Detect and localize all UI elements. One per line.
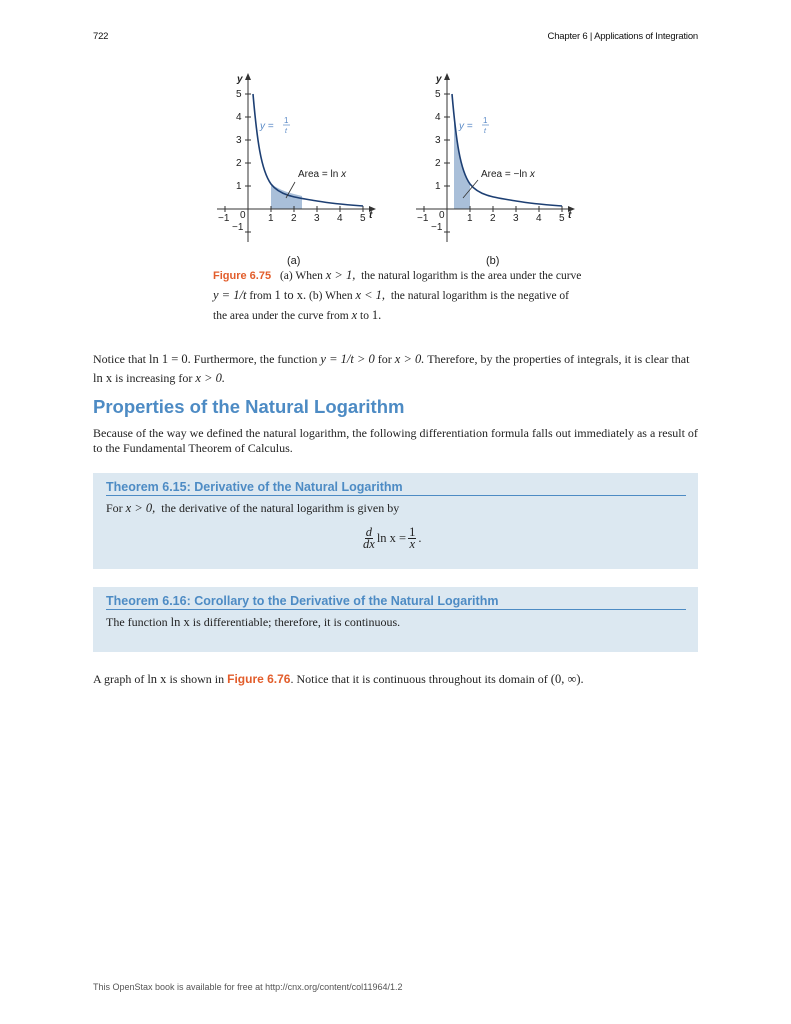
svg-text:1: 1: [467, 213, 473, 224]
theorem-box-6-15: [93, 473, 698, 569]
svg-text:1: 1: [435, 181, 441, 192]
svg-text:4: 4: [435, 112, 441, 123]
paragraph-because: Because of the way we defined the natural logarithm, the following differentiation formula falls out immediately as a result of to the Fundamental Theorem of Calculus.: [93, 426, 698, 455]
text: is shown in: [169, 672, 225, 686]
paragraph-notice: [93, 350, 699, 388]
text: for: [377, 352, 392, 366]
caption-math: 1.: [371, 308, 382, 322]
panel-a-label: (a): [287, 255, 301, 267]
page-number: 722: [93, 31, 109, 42]
svg-text:4: 4: [536, 213, 542, 224]
math: (0, ∞).: [550, 672, 584, 686]
svg-text:y: y: [436, 74, 442, 85]
svg-text:Area = −ln x: Area = −ln x: [481, 169, 535, 180]
derivative-formula: [361, 527, 421, 550]
footer-note: This OpenStax book is available for free at http://cnx.org/content/col11964/1.2: [93, 982, 403, 992]
svg-text:1: 1: [236, 181, 242, 192]
text: For: [106, 501, 123, 515]
svg-text:4: 4: [236, 112, 242, 123]
svg-text:5: 5: [360, 213, 366, 224]
theorem-title: Theorem 6.16: Corollary to the Derivative of the Natural Logarithm: [106, 594, 686, 610]
d-dx-fraction: [363, 527, 375, 550]
text: Furthermore, the function: [193, 352, 318, 366]
svg-text:−1: −1: [232, 222, 244, 233]
denominator: x: [409, 537, 415, 551]
math: ln x: [170, 615, 190, 629]
svg-text:0: 0: [439, 210, 445, 221]
svg-text:5: 5: [435, 89, 441, 100]
theorem-statement: [106, 501, 399, 516]
one-over-x-fraction: [408, 527, 416, 550]
svg-text:−1: −1: [431, 222, 443, 233]
chapter-title: Chapter 6 | Applications of Integration: [547, 31, 698, 42]
theorem-title: Theorem 6.15: Derivative of the Natural Logarithm: [106, 480, 686, 496]
math: x > 0.: [195, 371, 226, 385]
svg-text:y =: y =: [459, 121, 473, 132]
theorem-box-6-16: [93, 587, 698, 652]
caption-text: from: [249, 290, 272, 302]
caption-text: to: [360, 310, 369, 322]
math: y = 1/t > 0: [320, 352, 375, 366]
figure-6-76-link[interactable]: Figure 6.76: [227, 672, 291, 686]
section-heading: Properties of the Natural Logarithm: [93, 396, 405, 417]
math: x > 0.: [394, 352, 425, 366]
svg-text:2: 2: [435, 158, 441, 169]
caption-math: x < 1,: [355, 288, 386, 302]
paragraph-graph: [93, 670, 699, 689]
math: ln x: [147, 672, 167, 686]
svg-text:5: 5: [236, 89, 242, 100]
text: A graph of: [93, 672, 145, 686]
svg-text:t: t: [568, 210, 572, 221]
figure-label: Figure 6.75: [213, 270, 272, 282]
svg-text:2: 2: [490, 213, 496, 224]
caption-math: 1 to x.: [274, 288, 307, 302]
svg-text:−1: −1: [218, 213, 230, 224]
caption-text: (a) When: [279, 270, 323, 282]
svg-text:y: y: [237, 74, 243, 85]
theorem-statement: [106, 615, 400, 630]
svg-text:1: 1: [483, 116, 488, 125]
denominator: dx: [363, 537, 375, 551]
svg-text:2: 2: [236, 158, 242, 169]
formula-period: .: [418, 531, 422, 545]
numerator: d: [365, 525, 373, 539]
svg-text:3: 3: [314, 213, 320, 224]
math: ln 1 = 0.: [148, 352, 191, 366]
svg-text:3: 3: [513, 213, 519, 224]
text: . Notice that it is continuous throughout its domain of: [290, 672, 548, 686]
caption-text: the natural logarithm is the area under the curve: [361, 270, 582, 282]
caption-math: y = 1/t: [213, 288, 247, 302]
svg-text:y =: y =: [260, 121, 274, 132]
svg-text:3: 3: [435, 135, 441, 146]
svg-text:Area = ln x: Area = ln x: [298, 169, 347, 180]
text: Notice that: [93, 352, 146, 366]
caption-text: the natural logarithm is the negative of the area under the curve from: [213, 290, 570, 322]
numerator: 1: [409, 525, 416, 539]
math: x > 0,: [125, 501, 156, 515]
formula-body: ln x =: [376, 531, 407, 545]
svg-text:2: 2: [291, 213, 297, 224]
figure-panel-a: [205, 70, 380, 250]
caption-math: x > 1,: [325, 268, 356, 282]
svg-text:t: t: [285, 128, 287, 135]
svg-text:t: t: [369, 210, 373, 221]
caption-math: x: [351, 308, 358, 322]
svg-text:4: 4: [337, 213, 343, 224]
svg-text:1: 1: [268, 213, 274, 224]
figure-caption: [213, 266, 583, 326]
panel-b-label: (b): [486, 255, 500, 267]
svg-text:1: 1: [284, 116, 289, 125]
text: Therefore, by the properties of integrals, it is clear that: [427, 352, 690, 366]
text: The function: [106, 615, 168, 629]
caption-text: (b) When: [309, 290, 353, 302]
text: is differentiable; therefore, it is continuous.: [192, 615, 401, 629]
svg-text:3: 3: [236, 135, 242, 146]
figure-panel-b: [404, 70, 579, 250]
text: is increasing for: [115, 371, 193, 385]
svg-text:−1: −1: [417, 213, 429, 224]
svg-text:5: 5: [559, 213, 565, 224]
svg-text:t: t: [484, 128, 486, 135]
svg-text:0: 0: [240, 210, 246, 221]
text: the derivative of the natural logarithm is given by: [161, 501, 400, 515]
math: ln x: [93, 371, 113, 385]
